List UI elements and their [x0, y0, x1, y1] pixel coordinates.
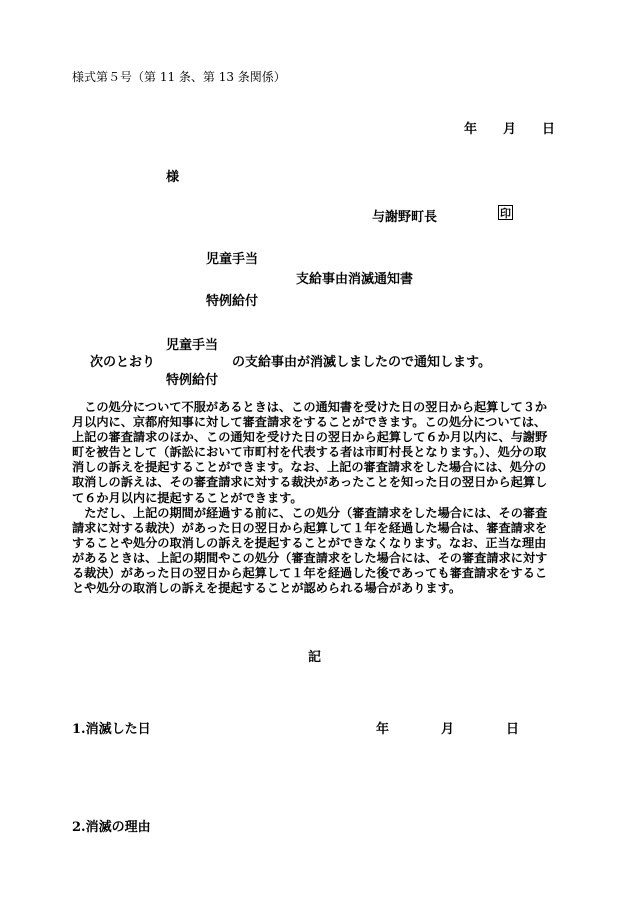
document-title: 支給事由消滅通知書 [296, 272, 414, 287]
item-1-date-line [376, 718, 519, 737]
title-option-special-benefit: 特例給付 [206, 294, 259, 309]
item-1-day: 日 [506, 722, 520, 737]
item-1-month: 月 [441, 722, 455, 737]
issue-date-year: 年 [464, 122, 478, 137]
appeal-notice-paragraph-2: ただし、上記の期間が経過する前に、この処分（審査請求をした場合には、その審査請求に対する裁決）があった日の翌日から起算して１年を経過した場合は、審査請求をすることや処分の取消しの訴えを提起することができなくなります。なお、正当な理由があるときは、上記の期間やこの処分（審査請求をした場合には、その審査請求に対する裁決）があった日の翌日から起算して１年を経過した後であっても審査請求をすることや処分の取消しの訴えを提起することが認められる場合があります。 [72, 505, 548, 596]
item-2-label: 2.消滅の理由 [72, 820, 151, 835]
body-option-special-benefit: 特例給付 [166, 373, 219, 388]
appeal-notice [72, 400, 558, 596]
item-1-label: 1.消滅した日 [72, 722, 151, 737]
issuer-name: 与謝野町長 [372, 210, 438, 225]
issue-date-line [464, 118, 555, 137]
body-option-child-allowance: 児童手当 [166, 338, 219, 353]
issue-date-month: 月 [503, 122, 517, 137]
body-text-suffix: の支給事由が消滅しましたので通知します。 [232, 355, 491, 370]
appeal-notice-paragraph-1: この処分について不服があるときは、この通知書を受けた日の翌日から起算して３か月以内に、京都府知事に対して審査請求をすることができます。この処分については、上記の審査請求のほか、この通知を受けた日の翌日から起算して６か月以内に、与謝野町を被告として（訴訟において市町村を代表する者は市町村長となります。）、処分の取消しの訴えを提起することができます。なお、上記の審査請求をした場合には、処分の取消しの訴えは、その審査請求に対する裁決があったことを知った日の翌日から起算して６か月以内に提起することができます。 [72, 400, 548, 505]
title-option-child-allowance: 児童手当 [206, 252, 259, 267]
issue-date-day: 日 [542, 122, 556, 137]
item-1-year: 年 [376, 722, 390, 737]
recipient-honorific: 様 [166, 170, 180, 185]
seal-mark: 印 [500, 207, 511, 220]
form-number: 様式第５号（第 11 条、第 13 条関係） [72, 70, 286, 84]
body-text-prefix: 次のとおり [90, 355, 156, 370]
ki-heading: 記 [308, 650, 322, 665]
